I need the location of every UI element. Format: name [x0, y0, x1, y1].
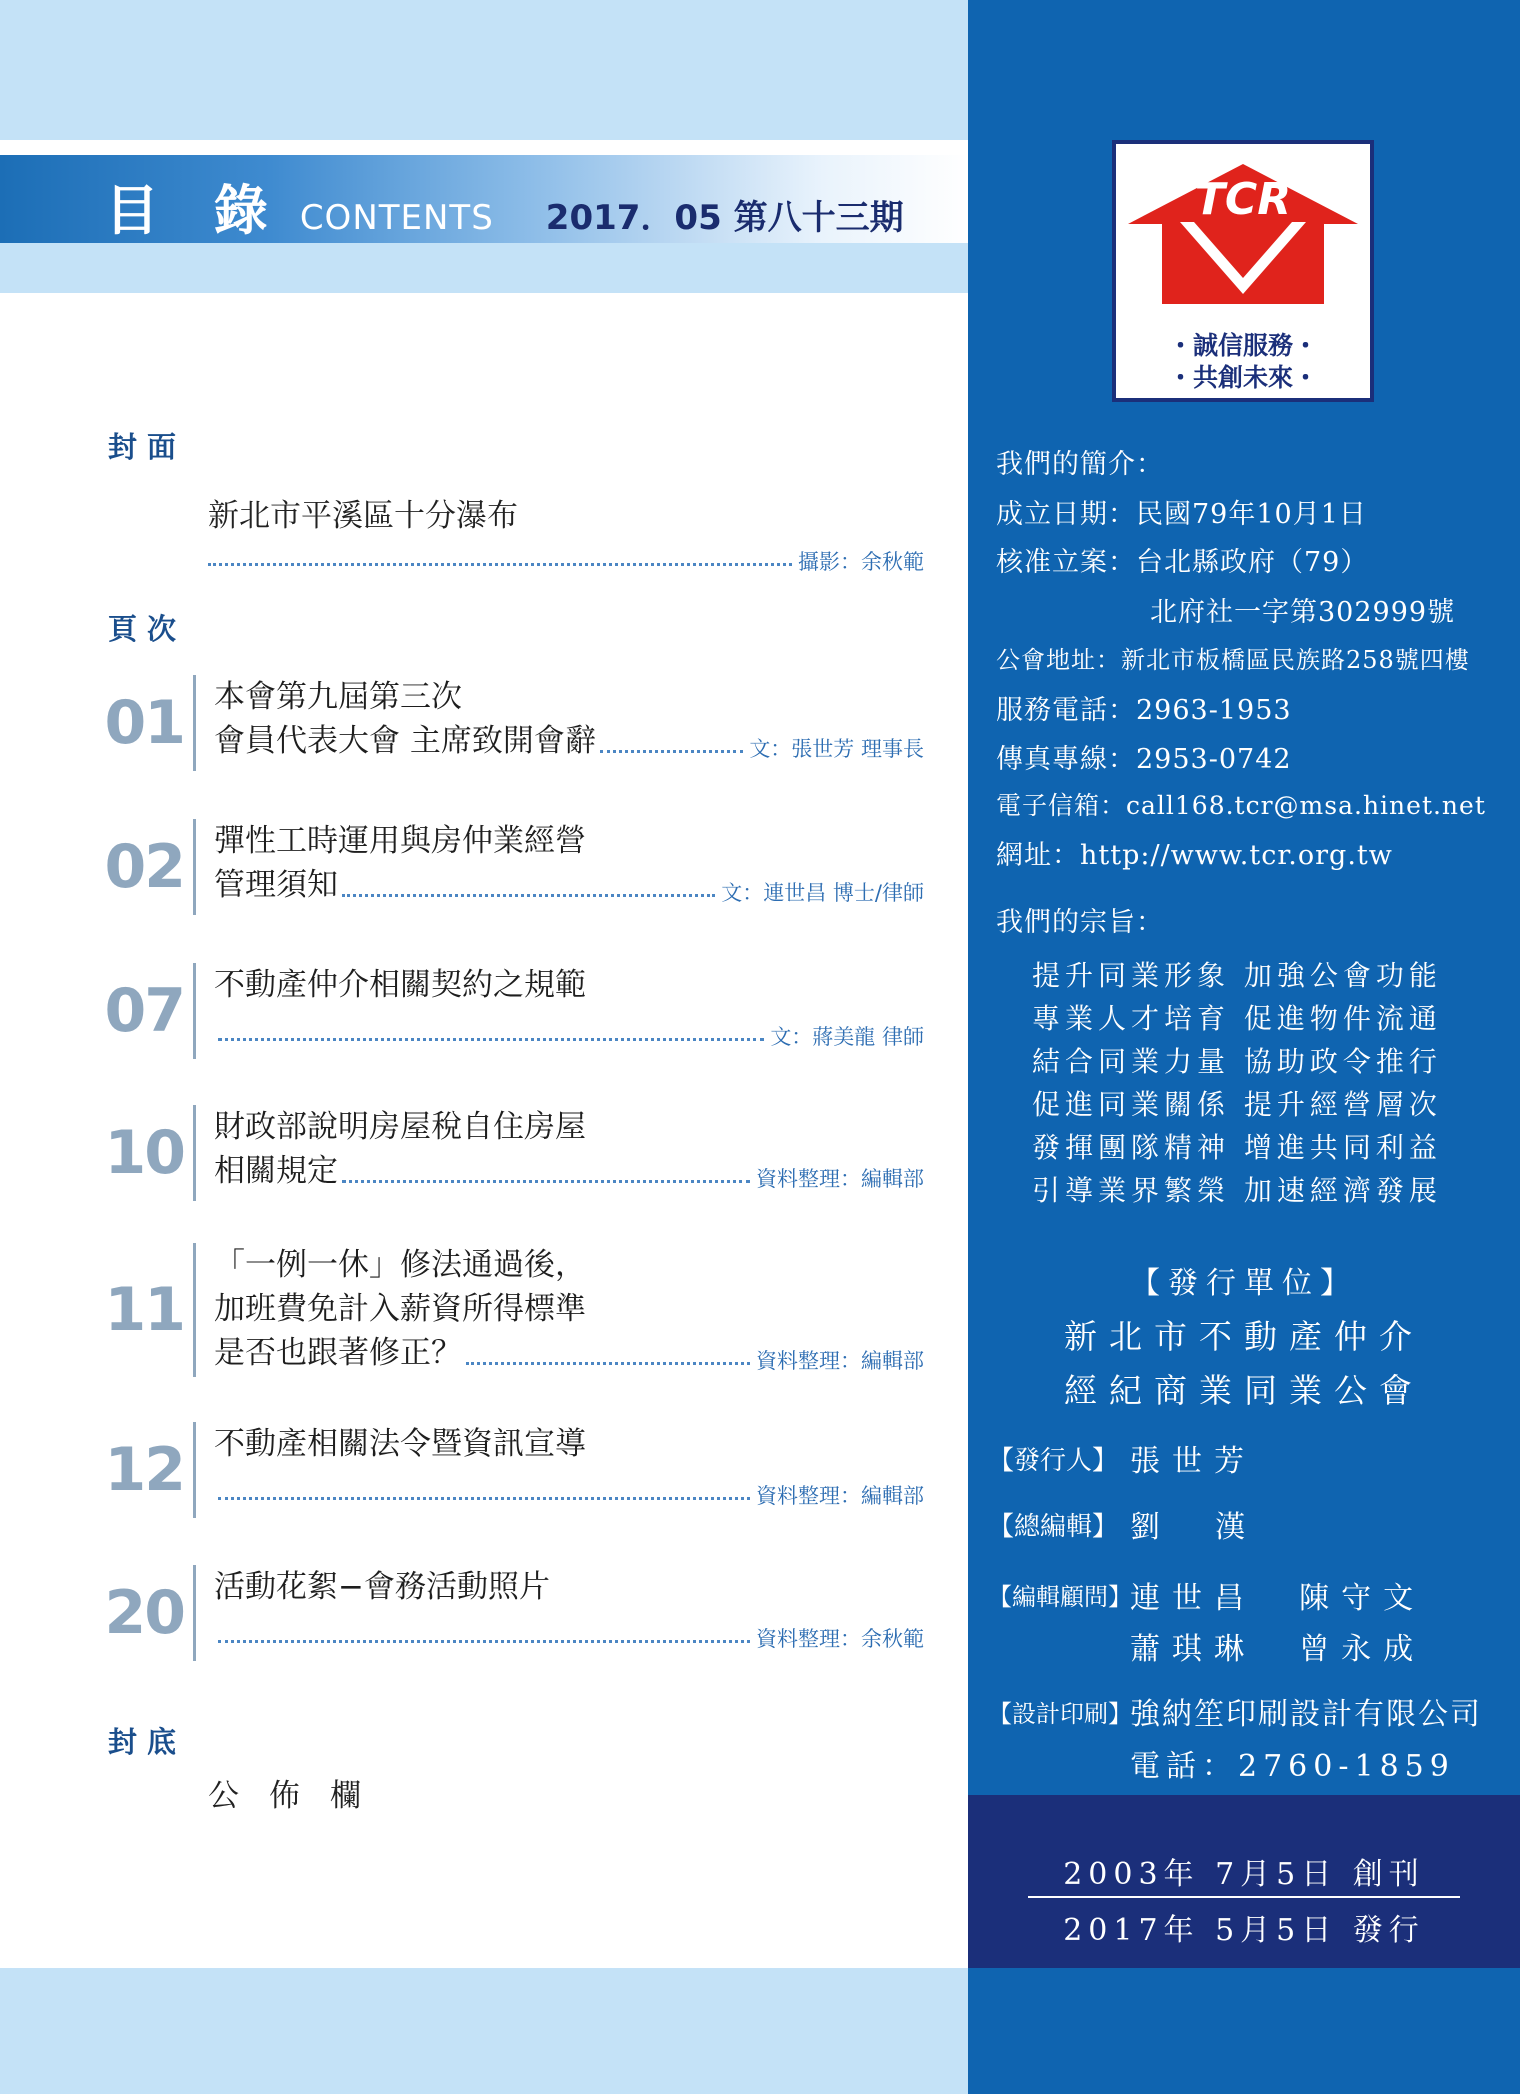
toc-page-number: 07	[104, 976, 184, 1046]
toc-credit: 資料整理：余秋範	[756, 1627, 924, 1651]
toc-title-line: 彈性工時運用與房仲業經營	[214, 823, 586, 859]
chief-editor-label: 【總編輯】	[988, 1512, 1119, 1542]
toc-text	[214, 1105, 924, 1193]
printer-value: 強納笙印刷設計有限公司	[1130, 1697, 1482, 1732]
toc-title-line: 本會第九屆第三次	[214, 679, 462, 715]
toc-page-number: 12	[104, 1435, 184, 1505]
toc-title-line: 財政部說明房屋稅自住房屋	[214, 1109, 586, 1145]
toc-credit: 資料整理：編輯部	[756, 1484, 924, 1508]
dot-leader	[208, 563, 792, 566]
toc-text	[214, 963, 924, 1051]
advisor-label: 【編輯顧問】	[988, 1583, 1132, 1611]
toc-title-line: 「一例一休」修法通過後，	[214, 1247, 586, 1283]
toc-divider	[193, 1565, 196, 1661]
founded-date: 2003年 7月5日 創刊	[1063, 1857, 1425, 1892]
issue-date: 2017年 5月5日 發行	[1063, 1913, 1425, 1948]
dot-leader	[466, 1362, 750, 1365]
printer-label: 【設計印刷】	[988, 1700, 1132, 1728]
mission-heading: 我們的宗旨：	[996, 907, 1164, 938]
chief-editor-value: 劉 漢	[1130, 1510, 1258, 1545]
header-underband	[0, 243, 968, 293]
header-issue: 2017．05 第八十三期	[545, 198, 904, 238]
toc-divider	[193, 1243, 196, 1377]
page-header	[105, 168, 904, 242]
toc-title-line: 會員代表大會 主席致開會辭	[214, 723, 596, 759]
mission-line: 發揮團隊精神 增進共同利益	[1032, 1131, 1442, 1164]
toc-title-line: 活動花絮−會務活動照片	[214, 1569, 550, 1605]
toc-title-line: 加班費免計入薪資所得標準	[214, 1291, 586, 1327]
toc-credit: 資料整理：編輯部	[756, 1167, 924, 1191]
toc-divider	[193, 963, 196, 1059]
logo-slogan-2: ・共創未來・	[1167, 363, 1318, 392]
toc-title-line: 相關規定	[214, 1153, 338, 1189]
mission-line: 提升同業形象 加強公會功能	[1032, 959, 1442, 992]
toc-credit: 文：張世芳 理事長	[749, 737, 924, 761]
publisher-name-1: 新北市不動產仲介	[1064, 1317, 1424, 1356]
dot-leader	[218, 1640, 750, 1643]
intro-website: 網址：http://www.tcr.org.tw	[996, 840, 1393, 871]
publisher-value: 張世芳	[1130, 1444, 1256, 1479]
dot-leader	[600, 750, 743, 753]
cover-credit: 攝影：余秋範	[798, 550, 924, 574]
toc-last-line	[214, 1331, 924, 1375]
footer-rule	[1028, 1896, 1460, 1898]
advisor-value: 連世昌 陳守文	[1130, 1581, 1426, 1616]
toc-last-line	[214, 1007, 924, 1051]
header-title: 目 錄	[105, 179, 286, 242]
toc-title-line: 是否也跟著修正？	[214, 1335, 462, 1371]
intro-approved-number: 北府社一字第302999號	[1150, 597, 1456, 628]
toc-divider	[193, 675, 196, 771]
tcr-logo-text: TCR	[1194, 174, 1292, 225]
intro-heading: 我們的簡介：	[996, 449, 1164, 480]
printer-phone: 電話：2760-1859	[1130, 1749, 1455, 1784]
intro-founded: 成立日期：民國79年10月1日	[996, 499, 1367, 530]
mission-line: 結合同業力量 協助政令推行	[1032, 1045, 1442, 1078]
toc-last-line	[214, 1466, 924, 1510]
toc-page-number: 11	[104, 1275, 184, 1345]
publisher-heading: 【發行單位】	[1130, 1266, 1358, 1301]
mission-line: 引導業界繁榮 加速經濟發展	[1032, 1174, 1442, 1207]
toc-credit: 文：連世昌 博士/律師	[721, 881, 924, 905]
toc-credit: 資料整理：編輯部	[756, 1349, 924, 1373]
dot-leader	[342, 1180, 750, 1183]
tcr-logo-icon	[1122, 156, 1364, 326]
toc-text	[214, 675, 924, 763]
toc-title-line: 不動產相關法令暨資訊宣導	[214, 1426, 586, 1462]
dot-leader	[342, 894, 715, 897]
toc-page-number: 10	[104, 1118, 184, 1188]
advisor-value: 蕭琪琳 曾永成	[1130, 1632, 1426, 1667]
intro-approved: 核准立案：台北縣政府（79）	[996, 547, 1369, 578]
toc-text	[214, 819, 924, 907]
publisher-name-2: 經紀商業同業公會	[1064, 1371, 1424, 1410]
toc-page-number: 01	[104, 688, 184, 758]
dot-leader	[218, 1038, 764, 1041]
toc-divider	[193, 1422, 196, 1518]
bottom-band	[0, 1968, 968, 2094]
toc-title-line: 不動產仲介相關契約之規範	[214, 967, 586, 1003]
cover-title: 新北市平溪區十分瀑布	[208, 498, 518, 534]
dot-leader	[218, 1497, 750, 1500]
intro-fax: 傳真專線：2953-0742	[996, 744, 1292, 775]
toc-text	[214, 1565, 924, 1653]
toc-text	[214, 1243, 924, 1375]
intro-phone: 服務電話：2963-1953	[996, 695, 1292, 726]
toc-page-number: 02	[104, 832, 184, 902]
publisher-label: 【發行人】	[988, 1446, 1119, 1476]
toc-divider	[193, 1105, 196, 1201]
logo-slogan-1: ・誠信服務・	[1167, 331, 1318, 360]
tcr-logo	[1112, 140, 1374, 402]
toc-credit: 文：蔣美龍 律師	[770, 1025, 924, 1049]
toc-text	[214, 1422, 924, 1510]
toc-last-line	[214, 1149, 924, 1193]
toc-page-number: 20	[104, 1578, 184, 1648]
top-band	[0, 0, 968, 140]
toc-last-line	[214, 719, 924, 763]
cover-credit-row	[208, 540, 924, 576]
toc-last-line	[214, 863, 924, 907]
toc-last-line	[214, 1609, 924, 1653]
mission-line: 促進同業關係 提升經營層次	[1032, 1088, 1442, 1121]
intro-address: 公會地址：新北市板橋區民族路258號四樓	[996, 646, 1470, 674]
back-section-label: 封底	[108, 1725, 187, 1759]
cover-section-label: 封面	[108, 430, 187, 464]
pages-section-label: 頁次	[108, 612, 187, 646]
mission-line: 專業人才培育 促進物件流通	[1032, 1002, 1442, 1035]
intro-email: 電子信箱：call168.tcr@msa.hinet.net	[996, 791, 1486, 820]
toc-title-line: 管理須知	[214, 867, 338, 903]
toc-divider	[193, 819, 196, 915]
back-cover-item: 公佈欄	[208, 1778, 391, 1814]
header-contents-label: CONTENTS	[299, 198, 494, 238]
